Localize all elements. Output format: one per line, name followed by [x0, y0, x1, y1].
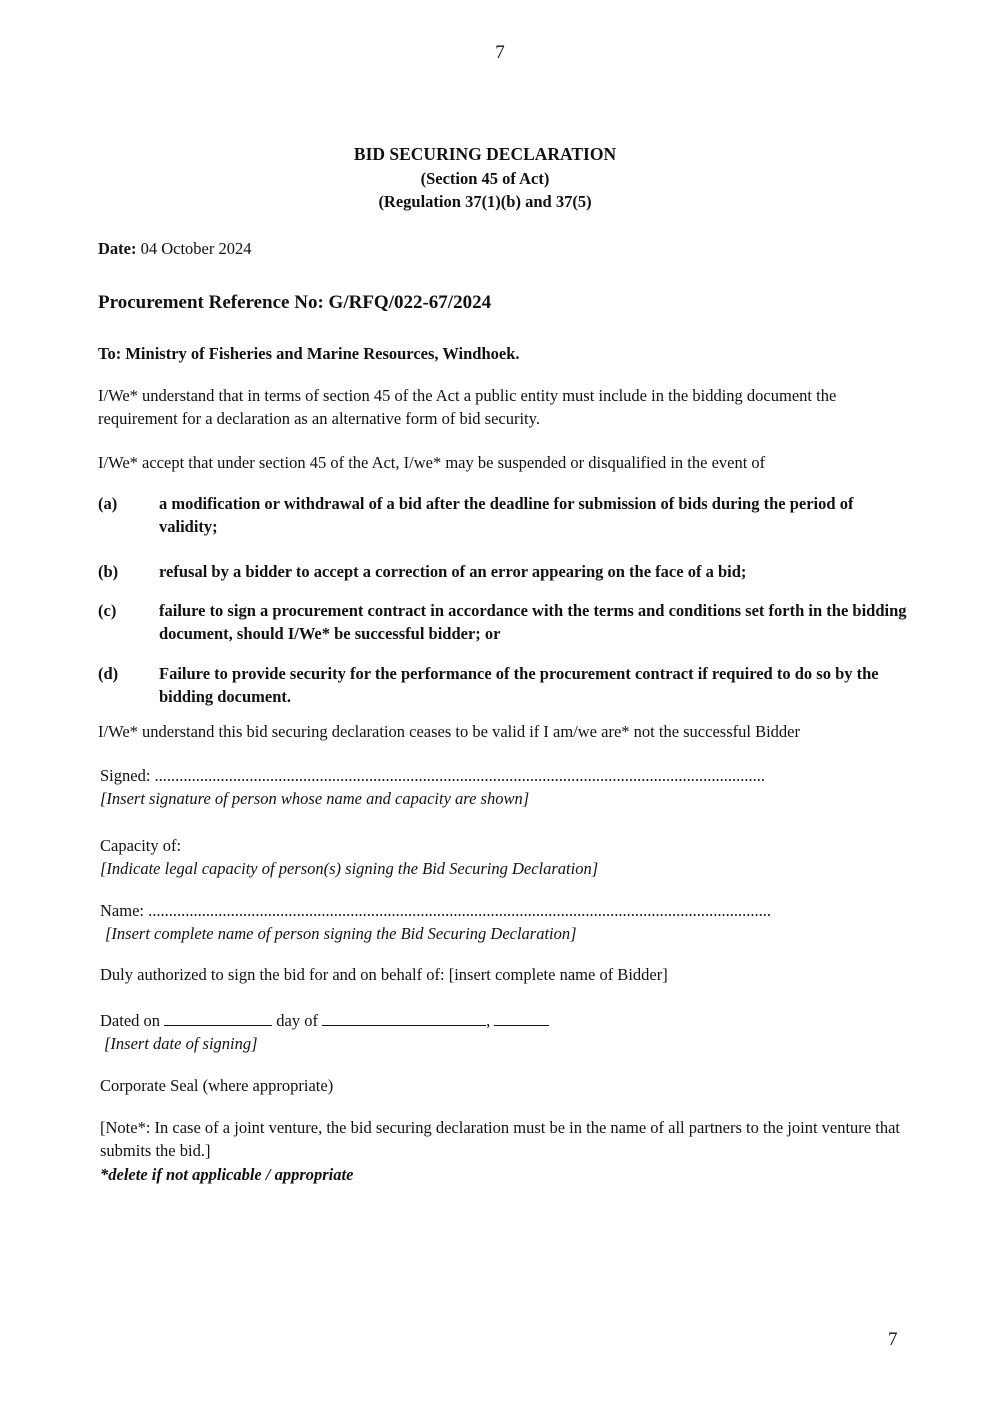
signed-dotted-line: .................................................................................................................................................... — [154, 766, 766, 785]
name-hint: [Insert complete name of person signing the Bid Securing Declaration] — [105, 924, 577, 944]
list-item-text: Failure to provide security for the performance of the procurement contract if required to do so by the bidding document. — [159, 664, 879, 707]
procurement-reference: Procurement Reference No: G/RFQ/022-67/2024 — [98, 292, 492, 313]
paragraph-3: I/We* understand this bid securing declaration ceases to be valid if I am/we are* not the successful Bidder — [98, 722, 800, 741]
list-item-text: a modification or withdrawal of a bid after the deadline for submission of bids during the period of validity; — [159, 494, 854, 537]
date-label: Date: — [98, 239, 137, 258]
day-blank — [164, 1011, 272, 1026]
delete-note: *delete if not applicable / appropriate — [100, 1164, 354, 1184]
regulation-subtitle: (Regulation 37(1)(b) and 37(5) — [378, 192, 592, 212]
title-block — [300, 142, 670, 214]
dated-hint: [Insert date of signing] — [104, 1034, 258, 1054]
month-blank — [322, 1011, 486, 1026]
note-text: [Note*: In case of a joint venture, the bid securing declaration must be in the name of all partners to the joint venture that submits the bid.] — [100, 1118, 900, 1161]
capacity-hint: [Indicate legal capacity of person(s) signing the Bid Securing Declaration] — [100, 859, 599, 879]
page-number-bottom: 7 — [888, 1329, 898, 1350]
section-subtitle: (Section 45 of Act) — [420, 168, 550, 188]
list-item-label: (a) — [98, 494, 118, 513]
list-item-label: (d) — [98, 664, 119, 683]
paragraph-2: I/We* accept that under section 45 of the Act, I/we* may be suspended or disqualified in the event of — [98, 453, 766, 472]
list-item — [98, 662, 908, 709]
paragraph-1: I/We* understand that in terms of section 45 of the Act a public entity must include in the bidding document the requirement for a declaration as an alternative form of bid security. — [98, 386, 837, 429]
signed-hint: [Insert signature of person whose name and capacity are shown] — [100, 789, 530, 809]
capacity-field — [100, 834, 910, 881]
page-number-top: 7 — [495, 42, 505, 63]
list-item-text: failure to sign a procurement contract in accordance with the terms and conditions set forth in the bidding document, should I/We* be successful bidder; or — [159, 601, 907, 644]
list-item — [98, 492, 908, 539]
list-item-label: (b) — [98, 562, 119, 581]
comma: , — [486, 1011, 491, 1030]
name-field — [100, 899, 910, 946]
list-item-label: (c) — [98, 601, 117, 620]
capacity-label: Capacity of: — [100, 836, 182, 855]
date-line — [98, 237, 252, 260]
name-dotted-line: ....................................................................................................................................................... — [148, 901, 771, 920]
list-item — [98, 560, 908, 583]
list-item — [98, 599, 908, 646]
day-of-label: day of — [276, 1011, 318, 1030]
duly-authorized-text: Duly authorized to sign the bid for and on behalf of: [insert complete name of Bidder] — [100, 965, 668, 984]
document-title: BID SECURING DECLARATION — [353, 144, 617, 164]
addressee: To: Ministry of Fisheries and Marine Resources, Windhoek. — [98, 344, 520, 363]
date-value: 04 October 2024 — [140, 239, 252, 258]
joint-venture-note — [100, 1116, 910, 1186]
signed-label: Signed: — [100, 766, 151, 785]
list-item-text: refusal by a bidder to accept a correction of an error appearing on the face of a bid; — [159, 562, 747, 581]
corporate-seal-text: Corporate Seal (where appropriate) — [100, 1076, 334, 1095]
year-blank — [494, 1011, 549, 1026]
dated-field — [100, 1009, 910, 1056]
dated-on-label: Dated on — [100, 1011, 161, 1030]
signed-field — [100, 764, 910, 811]
name-label: Name: — [100, 901, 144, 920]
